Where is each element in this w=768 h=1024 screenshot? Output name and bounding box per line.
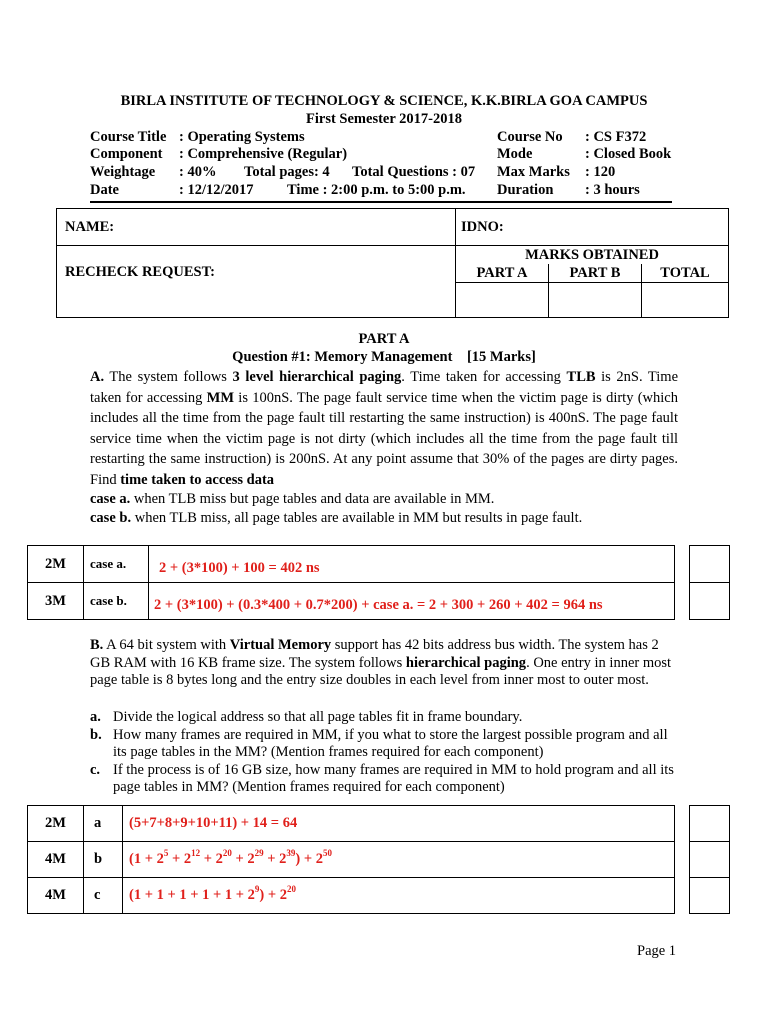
header-row-date	[90, 182, 690, 200]
question-b-text	[90, 637, 680, 690]
answer-exponent: 12	[191, 848, 201, 858]
marks-cell: 2M	[28, 806, 84, 842]
name-label: NAME:	[65, 218, 115, 235]
case-a-text: when TLB miss but page tables and data are available in MM.	[130, 491, 495, 507]
student-info-table	[56, 208, 729, 318]
course-no-label: Course No	[497, 129, 563, 145]
case-b-line	[90, 510, 582, 527]
answers-a-table	[27, 545, 675, 620]
part-a-marks-cell	[456, 283, 549, 318]
header-rule	[90, 201, 672, 203]
qa-text-2: . Time taken for accessing	[401, 369, 567, 385]
duration-label: Duration	[497, 182, 554, 198]
item-text: How many frames are required in MM, if you what to store the largest possible program and all its page tables in the MM? (Mention frames required for each component)	[113, 726, 668, 761]
answer-cell: 2 + (3*100) + 100 = 402 ns	[149, 546, 675, 583]
case-cell: case b.	[84, 583, 149, 620]
item-text: If the process is of 16 GB size, how many frames are required in MM to hold program and all its page tables in MM? (Mention frames required for each component)	[113, 761, 674, 796]
answer-part: ) + 2	[259, 887, 287, 903]
weightage-value: : 40%	[179, 164, 217, 180]
score-box	[689, 877, 730, 914]
qb-bold-1: Virtual Memory	[229, 637, 332, 653]
score-box	[689, 805, 730, 842]
header-row-weightage	[90, 164, 690, 182]
page-number: Page 1	[637, 943, 677, 959]
answer-cell: 2 + (3*100) + (0.3*400 + 0.7*200) + case a. = 2 + 300 + 260 + 402 = 964 ns	[149, 583, 675, 620]
answers-b-table	[27, 805, 675, 914]
total-pages: Total pages: 4	[244, 164, 330, 180]
qb-bold-2: hierarchical paging	[405, 654, 527, 671]
course-title-label: Course Title	[90, 129, 167, 145]
part-b-marks-cell	[549, 283, 642, 318]
answer-row	[28, 583, 675, 620]
total-marks-cell	[642, 283, 729, 318]
recheck-field	[57, 246, 456, 318]
part-b-header: PART B	[549, 264, 642, 283]
case-a-line	[90, 491, 494, 508]
course-title-value: : Operating Systems	[179, 129, 305, 145]
answer-exponent: 9	[254, 884, 260, 894]
answer-cell	[123, 842, 675, 878]
answer-cell: (5+7+8+9+10+11) + 14 = 64	[123, 806, 675, 842]
marks-cell: 4M	[28, 878, 84, 914]
max-marks-label: Max Marks	[497, 164, 570, 180]
recheck-label: RECHECK REQUEST:	[65, 264, 215, 281]
marks-obtained-header: MARKS OBTAINED	[456, 246, 729, 265]
case-cell: a	[84, 806, 123, 842]
component-value: : Comprehensive (Regular)	[179, 146, 348, 162]
answer-exponent: 29	[254, 848, 264, 858]
date-value: : 12/12/2017	[179, 182, 254, 198]
answer-row	[28, 806, 675, 842]
question-a-text	[90, 367, 678, 490]
part-title: PART A	[358, 331, 410, 347]
mode-label: Mode	[497, 146, 533, 162]
part-a-header: PART A	[456, 264, 549, 283]
mode-value: : Closed Book	[585, 146, 672, 162]
duration-value: : 3 hours	[585, 182, 640, 198]
answer-exponent: 20	[287, 884, 296, 894]
answer-row	[28, 842, 675, 878]
list-item	[90, 727, 680, 762]
score-box	[689, 841, 730, 878]
question-a-label: A.	[90, 369, 105, 385]
case-cell: c	[84, 878, 123, 914]
score-box	[689, 582, 730, 620]
question-b-items	[90, 709, 680, 797]
name-field	[57, 209, 456, 246]
list-item	[90, 709, 680, 727]
exam-time: Time : 2:00 p.m. to 5:00 p.m.	[287, 182, 466, 198]
component-label: Component	[90, 146, 163, 162]
score-box	[689, 545, 730, 583]
answer-exponent: 50	[323, 848, 332, 858]
case-cell: case a.	[84, 546, 149, 583]
idno-field	[456, 209, 729, 246]
question-b-label: B.	[90, 637, 104, 653]
list-item	[90, 762, 680, 797]
header-row-course	[90, 129, 690, 147]
qa-bold-4: time taken to access data	[120, 471, 275, 488]
answer-cell	[123, 878, 675, 914]
qb-text-1: A 64 bit system with	[103, 637, 230, 653]
marks-cell: 2M	[28, 546, 84, 583]
answer-exponent: 39	[286, 848, 296, 858]
qb-text-2: support has 42 bits address bus width. The system has 2 GB RAM with 16 KB frame size. The system follows	[90, 637, 659, 671]
qa-bold-3: MM	[206, 389, 235, 406]
case-b-text: when TLB miss, all page tables are available in MM but results in page fault.	[131, 510, 583, 526]
answer-part: + 2	[168, 851, 192, 867]
max-marks-value: : 120	[585, 164, 616, 180]
institute-title: BIRLA INSTITUTE OF TECHNOLOGY & SCIENCE, K.K.BIRLA GOA CAMPUS	[120, 93, 648, 109]
item-label: b.	[90, 726, 102, 743]
item-label: c.	[90, 761, 101, 778]
course-no-value: : CS F372	[585, 129, 647, 145]
answer-part: (1 + 2	[129, 851, 164, 867]
question-title: Question #1: Memory Management [15 Marks]	[232, 349, 536, 365]
total-questions: Total Questions : 07	[352, 164, 476, 180]
qa-bold-1: 3 level hierarchical paging	[232, 369, 402, 385]
weightage-label: Weightage	[90, 164, 156, 180]
qa-text-4: is 100nS. The page fault service time when the victim page is dirty (which includes all the time from the page fault till restarting the same instruction) is 400nS. The page fault service time when the victim page is not dirty (which includes all the time from the page fault till restarting the same instruction) is 200nS. At any point assume that 30% of the pages are dirty pages. Find	[90, 389, 678, 488]
date-label: Date	[90, 182, 119, 198]
case-a-label: case a.	[90, 491, 131, 507]
answer-part: + 2	[231, 851, 255, 867]
qa-text-1: The system follows	[104, 369, 233, 385]
qb-text-3: . One entry in inner most page table is 8 bytes long and the entry size doubles in each level from inner most to outer most.	[90, 654, 672, 689]
qa-text-3: is 2nS. Time taken for accessing	[90, 369, 678, 406]
qa-bold-2: TLB	[566, 369, 596, 385]
answer-part: ) + 2	[295, 851, 323, 867]
answer-row	[28, 878, 675, 914]
semester-title: First Semester 2017-2018	[306, 111, 462, 127]
answer-row	[28, 546, 675, 583]
answer-part: + 2	[200, 851, 223, 867]
answer-part: (1 + 1 + 1 + 1 + 1 + 2	[129, 887, 255, 903]
case-cell: b	[84, 842, 123, 878]
header-row-component	[90, 146, 690, 164]
marks-cell: 3M	[28, 583, 84, 620]
case-b-label: case b.	[90, 510, 132, 526]
answer-exponent: 5	[163, 848, 169, 858]
marks-cell: 4M	[28, 842, 84, 878]
total-header: TOTAL	[642, 264, 729, 283]
answer-part: + 2	[263, 851, 287, 867]
idno-label: IDNO:	[461, 218, 504, 235]
item-text: Divide the logical address so that all page tables fit in frame boundary.	[113, 709, 523, 725]
item-label: a.	[90, 709, 101, 725]
answer-exponent: 20	[222, 848, 232, 858]
